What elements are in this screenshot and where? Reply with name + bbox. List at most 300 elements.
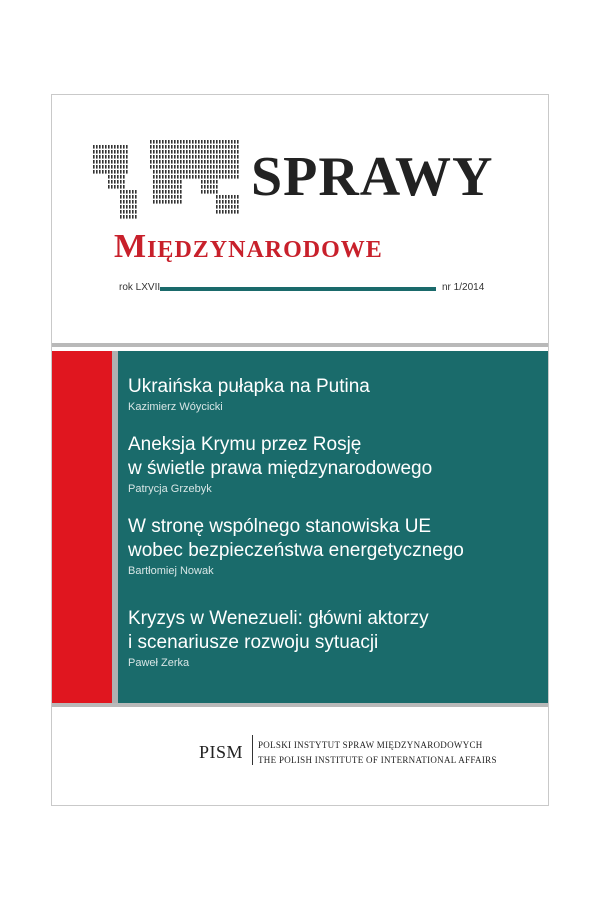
map-dot [198,150,200,154]
map-dot [177,190,179,194]
map-dot [210,180,212,184]
map-dot [162,185,164,189]
map-dot [129,200,131,204]
map-dot [132,210,134,214]
map-dot [123,155,125,159]
map-dot [159,145,161,149]
map-dot [114,150,116,154]
map-dot [183,175,185,179]
map-dot [183,145,185,149]
map-dot [168,195,170,199]
map-dot [123,175,125,179]
map-dot [177,175,179,179]
map-dot [195,140,197,144]
map-dot [117,145,119,149]
map-dot [120,215,122,219]
map-dot [237,150,239,154]
map-dot [177,185,179,189]
map-dot [213,185,215,189]
map-dot [231,150,233,154]
map-dot [222,200,224,204]
map-dot [168,150,170,154]
red-accent-strip [52,351,112,703]
map-dot [111,170,113,174]
map-dot [237,145,239,149]
map-dot [123,150,125,154]
map-dot [132,205,134,209]
map-dot [111,180,113,184]
map-dot [216,205,218,209]
map-dot [219,150,221,154]
map-dot [102,150,104,154]
map-dot [135,210,137,214]
map-dot [114,170,116,174]
map-dot [102,165,104,169]
map-dot [237,205,239,209]
map-dot [213,170,215,174]
map-dot [108,150,110,154]
map-dot [231,210,233,214]
map-dot [186,160,188,164]
map-dot [216,175,218,179]
map-dot [120,195,122,199]
map-dot [228,140,230,144]
map-dot [192,145,194,149]
map-dot [180,190,182,194]
map-dot [159,140,161,144]
map-dot [234,200,236,204]
map-dot [120,205,122,209]
map-dot [204,175,206,179]
map-dot [99,155,101,159]
map-dot [174,155,176,159]
map-dot [180,175,182,179]
map-dot [177,140,179,144]
map-dot [237,160,239,164]
map-dot [216,165,218,169]
map-dot [180,150,182,154]
world-map-graphic [88,131,248,221]
map-dot [123,180,125,184]
map-dot [174,195,176,199]
map-dot [165,200,167,204]
map-dot [105,150,107,154]
map-dot [171,140,173,144]
map-dot [96,155,98,159]
map-dot [126,190,128,194]
issue-label: nr 1/2014 [442,282,485,293]
map-dot [162,200,164,204]
map-dot [213,190,215,194]
map-dot [231,160,233,164]
map-dot [225,195,227,199]
map-dot [168,170,170,174]
map-dot [201,185,203,189]
map-dot [159,185,161,189]
map-dot [120,180,122,184]
article-2 [128,433,432,496]
map-dot [210,160,212,164]
map-dot [93,150,95,154]
map-dot [216,190,218,194]
map-dot [117,160,119,164]
map-dot [216,195,218,199]
map-dot [228,155,230,159]
map-dot [177,165,179,169]
map-dot [198,145,200,149]
map-dot [234,165,236,169]
map-dot [189,160,191,164]
map-dot [180,185,182,189]
map-dot [189,175,191,179]
map-dot [186,155,188,159]
map-dot [228,205,230,209]
map-dot [168,190,170,194]
map-dot [234,205,236,209]
map-dot [225,160,227,164]
map-dot [171,175,173,179]
map-dot [204,160,206,164]
map-dot [219,140,221,144]
map-dot [108,145,110,149]
map-dot [219,155,221,159]
map-dot [159,190,161,194]
map-dot [177,150,179,154]
map-dot [207,145,209,149]
map-dot [216,170,218,174]
map-dot [150,160,152,164]
map-dot [225,200,227,204]
article-title: Aneksja Krymu przez Rosję w świetle prawa międzynarodowego [128,434,433,479]
map-dot [117,170,119,174]
map-dot [183,160,185,164]
map-dot [114,145,116,149]
publisher-name-en: THE POLISH INSTITUTE OF INTERNATIONAL AFFAIRS [258,755,497,765]
map-dot [105,160,107,164]
map-dot [159,155,161,159]
map-dot [165,145,167,149]
map-dot [231,140,233,144]
map-dot [204,170,206,174]
map-dot [213,150,215,154]
map-dot [198,155,200,159]
map-dot [165,160,167,164]
map-dot [174,160,176,164]
map-dot [126,215,128,219]
map-dot [162,155,164,159]
map-dot [126,205,128,209]
map-dot [234,145,236,149]
publisher-name-pl: POLSKI INSTYTUT SPRAW MIĘDZYNARODOWYCH [258,740,483,750]
map-dot [213,160,215,164]
map-dot [186,165,188,169]
map-dot [123,205,125,209]
map-dot [165,150,167,154]
map-dot [165,140,167,144]
map-dot [177,170,179,174]
map-dot [165,195,167,199]
map-dot [237,175,239,179]
map-dot [207,185,209,189]
map-dot [120,145,122,149]
map-dot [159,165,161,169]
map-dot [198,170,200,174]
map-dot [213,145,215,149]
map-dot [123,170,125,174]
map-dot [207,150,209,154]
map-dot [198,175,200,179]
map-dot [189,150,191,154]
map-dot [225,165,227,169]
map-dot [123,145,125,149]
map-dot [123,195,125,199]
map-dot [150,150,152,154]
map-dot [213,175,215,179]
map-dot [180,155,182,159]
map-dot [123,210,125,214]
map-dot [180,160,182,164]
map-dot [93,160,95,164]
map-dot [192,160,194,164]
map-dot [168,175,170,179]
map-dot [156,145,158,149]
map-dot [135,195,137,199]
article-title: Kryzys w Wenezueli: główni aktorzy i scenariusze rozwoju sytuacji [128,608,429,653]
map-dot [123,185,125,189]
map-dot [207,180,209,184]
map-dot [150,140,152,144]
map-dot [222,140,224,144]
article-author: Paweł Zerka [128,657,190,669]
map-dot [153,190,155,194]
map-dot [195,145,197,149]
map-dot [219,170,221,174]
map-dot [171,195,173,199]
map-dot [153,185,155,189]
map-dot [204,145,206,149]
map-dot [108,175,110,179]
map-dot [225,150,227,154]
map-dot [165,170,167,174]
map-dot [177,180,179,184]
map-dot [234,140,236,144]
volume-label: rok LXVII [119,282,161,293]
article-title: Ukraińska pułapka na Putina [128,376,370,397]
map-dot [129,195,131,199]
map-dot [186,170,188,174]
map-dot [159,150,161,154]
map-dot [234,195,236,199]
map-dot [186,175,188,179]
map-dot [207,165,209,169]
map-dot [108,170,110,174]
map-dot [114,155,116,159]
journal-title-line1: SPRAWY [251,146,494,208]
map-dot [129,190,131,194]
map-dot [126,155,128,159]
map-dot [168,180,170,184]
map-dot [126,145,128,149]
map-dot [114,185,116,189]
map-dot [174,175,176,179]
map-dot [171,185,173,189]
map-dot [162,160,164,164]
map-dot [117,175,119,179]
map-dot [177,195,179,199]
map-dot [174,170,176,174]
map-dot [201,165,203,169]
map-dot [219,160,221,164]
map-dot [174,180,176,184]
map-dot [216,150,218,154]
map-dot [96,165,98,169]
map-dot [225,140,227,144]
map-dot [222,210,224,214]
map-dot [132,190,134,194]
map-dot [162,195,164,199]
map-dot [222,145,224,149]
map-dot [135,215,137,219]
map-dot [126,160,128,164]
map-dot [183,140,185,144]
map-dot [162,170,164,174]
map-dot [120,210,122,214]
map-dot [93,155,95,159]
map-dot [237,210,239,214]
map-dot [159,180,161,184]
map-dot [192,150,194,154]
map-dot [108,155,110,159]
map-dot [195,150,197,154]
map-dot [174,150,176,154]
map-dot [123,215,125,219]
map-dot [222,175,224,179]
map-dot [228,150,230,154]
map-dot [156,165,158,169]
map-dot [120,160,122,164]
map-dot [195,170,197,174]
map-dot [123,160,125,164]
map-dot [111,165,113,169]
map-dot [237,200,239,204]
article-3 [128,515,464,578]
map-dot [102,145,104,149]
map-dot [234,150,236,154]
map-dot [204,150,206,154]
map-dot [102,155,104,159]
map-dot [93,145,95,149]
map-dot [186,140,188,144]
map-dot [204,165,206,169]
map-dot [192,155,194,159]
map-dot [174,165,176,169]
map-dot [189,170,191,174]
article-title: W stronę wspólnego stanowiska UE wobec bezpieczeństwa energetycznego [128,516,464,561]
map-dot [216,160,218,164]
map-dot [99,150,101,154]
map-dot [222,150,224,154]
map-dot [162,190,164,194]
map-dot [231,165,233,169]
map-dot [171,165,173,169]
map-dot [153,175,155,179]
map-dot [237,155,239,159]
map-dot [201,190,203,194]
map-dot [153,170,155,174]
map-dot [153,195,155,199]
map-dot [111,160,113,164]
map-dot [153,155,155,159]
map-dot [114,160,116,164]
map-dot [156,180,158,184]
map-dot [174,200,176,204]
map-dot [162,145,164,149]
map-dot [234,170,236,174]
map-dot [171,150,173,154]
map-dot [132,195,134,199]
map-dot [117,185,119,189]
map-dot [189,145,191,149]
map-dot [120,150,122,154]
map-dot [177,145,179,149]
map-dot [153,160,155,164]
map-dot [204,190,206,194]
map-dot [117,150,119,154]
map-dot [159,170,161,174]
map-dot [186,145,188,149]
map-dot [96,160,98,164]
map-dot [168,140,170,144]
map-dot [156,175,158,179]
map-dot [225,155,227,159]
map-dot [231,175,233,179]
map-dot [126,165,128,169]
map-dot [105,145,107,149]
map-dot [192,170,194,174]
map-dot [126,200,128,204]
map-dot [180,180,182,184]
map-dot [207,175,209,179]
map-dot [129,210,131,214]
map-dot [219,145,221,149]
map-dot [96,150,98,154]
publisher-logo: PISM [199,742,244,762]
map-dot [156,150,158,154]
map-dot [171,180,173,184]
map-dot [126,210,128,214]
map-dot [177,160,179,164]
map-dot [153,200,155,204]
map-dot [168,200,170,204]
map-dot [237,165,239,169]
map-dot [111,155,113,159]
map-dot [186,150,188,154]
map-dot [201,160,203,164]
map-dot [117,180,119,184]
map-dot [219,205,221,209]
map-dot [234,175,236,179]
band-top-border [52,343,548,347]
map-dot [171,160,173,164]
map-dot [216,145,218,149]
map-dot [111,145,113,149]
map-dot [96,170,98,174]
map-dot [219,210,221,214]
map-dot [198,140,200,144]
map-dot [123,165,125,169]
map-dot [168,165,170,169]
map-dot [192,175,194,179]
